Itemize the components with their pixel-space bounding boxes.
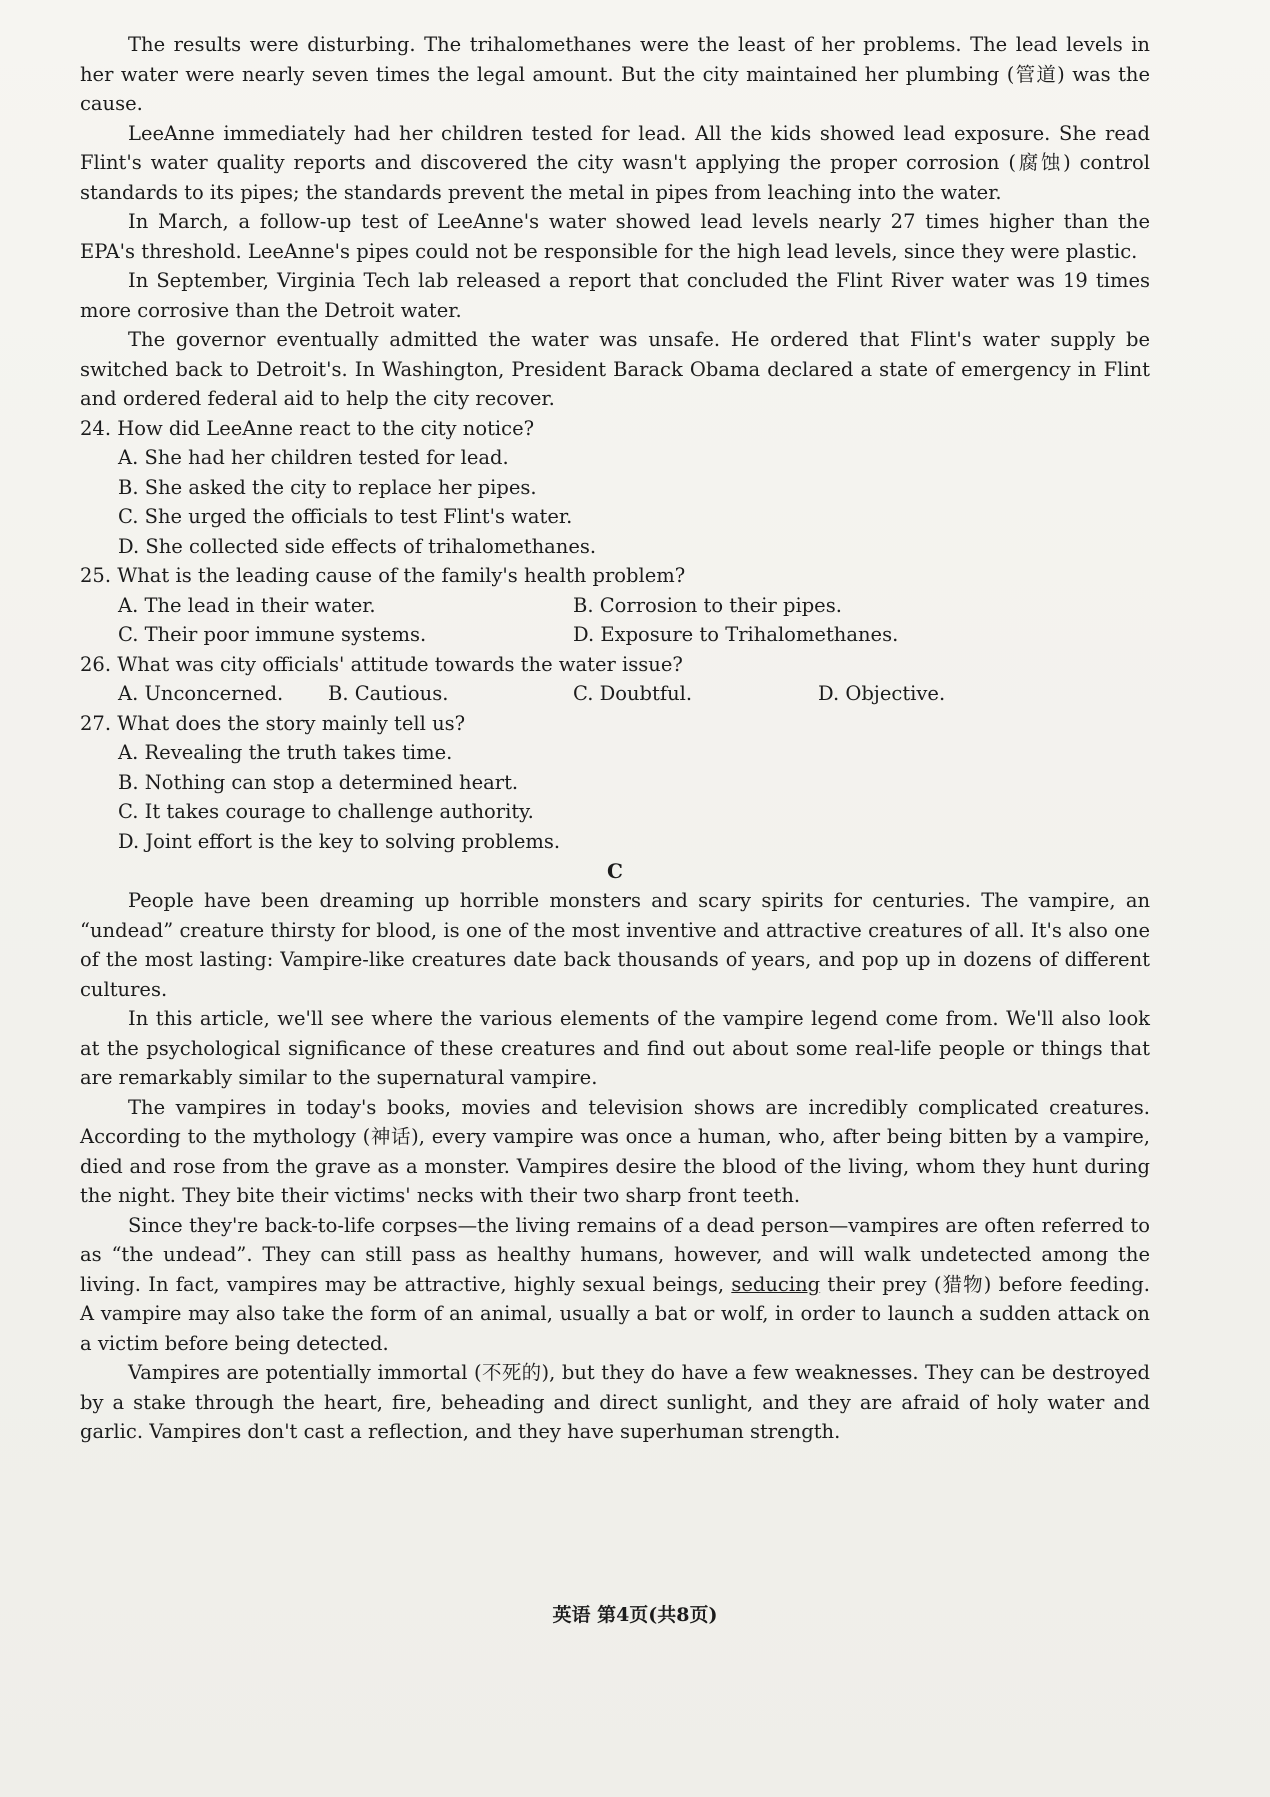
question-25 [80,561,1150,650]
question-27-option-c: C. It takes courage to challenge authority. [118,800,534,823]
question-25-option-d: D. Exposure to Trihalomethanes. [573,623,899,646]
question-26-option-a: A. Unconcerned. [118,682,284,705]
question-27-option-a: A. Revealing the truth takes time. [118,741,453,764]
question-27-stem: 27. What does the story mainly tell us? [80,711,466,735]
page-footer: 英语 第4页(共8页) [552,1604,718,1626]
question-26 [80,650,1150,709]
question-24-option-c: C. She urged the officials to test Flint's water. [118,505,573,528]
question-25-stem: 25. What is the leading cause of the family's health problem? [80,564,686,587]
passage-c-paragraph-4-start: Since they're back-to-life corpses—the living remains of a dead person—vampires are often referred to as “the undead”. They can still pass as healthy humans, however, and will walk undetected among the living. In fact, vampires may be attractive, highly sexual beings, [80,1213,1150,1296]
question-25-option-b: B. Corrosion to their pipes. [573,593,842,617]
passage-b [80,30,1150,414]
question-27-option-d: D. Joint effort is the key to solving problems. [118,829,561,853]
question-24-stem: 24. How did LeeAnne react to the city notice? [80,416,535,440]
question-26-stem: 26. What was city officials' attitude towards the water issue? [80,652,683,676]
question-27-option-b: B. Nothing can stop a determined heart. [118,770,519,794]
passage-b-paragraph-4: In September, Virginia Tech lab released a report that concluded the Flint River water was 19 times more corrosive than the Detroit water. [80,269,1150,322]
passage-b-paragraph-3: In March, a follow-up test of LeeAnne's water showed lead levels nearly 27 times higher than the EPA's threshold. LeeAnne's pipes could not be responsible for the high lead levels, since they were plastic. [80,210,1150,263]
question-24 [80,414,1150,562]
question-26-option-d: D. Objective. [818,682,946,705]
question-26-option-c: C. Doubtful. [573,682,693,705]
question-25-option-a: A. The lead in their water. [118,593,376,617]
section-c-heading: C [607,859,623,883]
passage-c-paragraph-1: People have been dreaming up horrible monsters and scary spirits for centuries. The vampire, an “undead” creature thirsty for blood, is one of the most inventive and attractive creatures of all. It's also one of the most lasting: Vampire-like creatures date back thousands of years, and pop up in dozens of different cultures. [80,889,1150,1001]
passage-c-paragraph-4-end: their prey (猎物) before feeding. A vampire may also take the form of an animal, usually a bat or wolf, in order to launch a sudden attack on a victim before being detected. [80,1272,1150,1355]
passage-b-paragraph-5: The governor eventually admitted the water was unsafe. He ordered that Flint's water supply be switched back to Detroit's. In Washington, President Barack Obama declared a state of emergency in Flint and ordered federal aid to help the city recover. [80,328,1150,410]
passage-b-paragraph-2: LeeAnne immediately had her children tested for lead. All the kids showed lead exposure. She read Flint's water quality reports and discovered the city wasn't applying the proper corrosion (腐蚀) control standards to its pipes; the standards prevent the metal in pipes from leaching into the water. [80,121,1150,204]
passage-c-paragraph-3: The vampires in today's books, movies and television shows are incredibly complicated creatures. According to the mythology (神话), every vampire was once a human, who, after being bitten by a vampire, died and rose from the grave as a monster. Vampires desire the blood of the living, whom they hunt during the night. They bite their victims' necks with their two sharp front teeth. [80,1095,1150,1207]
question-24-option-d: D. She collected side effects of trihalomethanes. [118,534,597,558]
question-27 [80,709,1150,857]
passage-c-paragraph-4 [80,1211,1150,1359]
question-25-options [80,591,1150,650]
question-24-option-b: B. She asked the city to replace her pipes. [118,475,537,499]
passage-b-paragraph-1: The results were disturbing. The trihalomethanes were the least of her problems. The lead levels in her water were nearly seven times the legal amount. But the city maintained her plumbing (管道) was the cause. [80,33,1150,115]
question-24-option-a: A. She had her children tested for lead. [118,446,509,469]
passage-c-paragraph-2: In this article, we'll see where the various elements of the vampire legend come from. We'll also look at the psychological significance of these creatures and find out about some real-life people or things that are remarkably similar to the supernatural vampire. [80,1007,1150,1089]
question-24-options [80,443,1150,561]
passage-c-paragraph-5: Vampires are potentially immortal (不死的), but they do have a few weaknesses. They can be destroyed by a stake through the heart, fire, beheading and direct sunlight, and they are afraid of holy water and garlic. Vampires don't cast a reflection, and they have superhuman strength. [80,1361,1150,1443]
question-27-options [80,738,1150,856]
question-25-option-c: C. Their poor immune systems. [118,623,427,646]
underlined-word-seducing: seducing [731,1272,821,1296]
question-26-options [80,679,1150,709]
question-26-option-b: B. Cautious. [328,682,449,705]
passage-c [80,886,1150,1447]
